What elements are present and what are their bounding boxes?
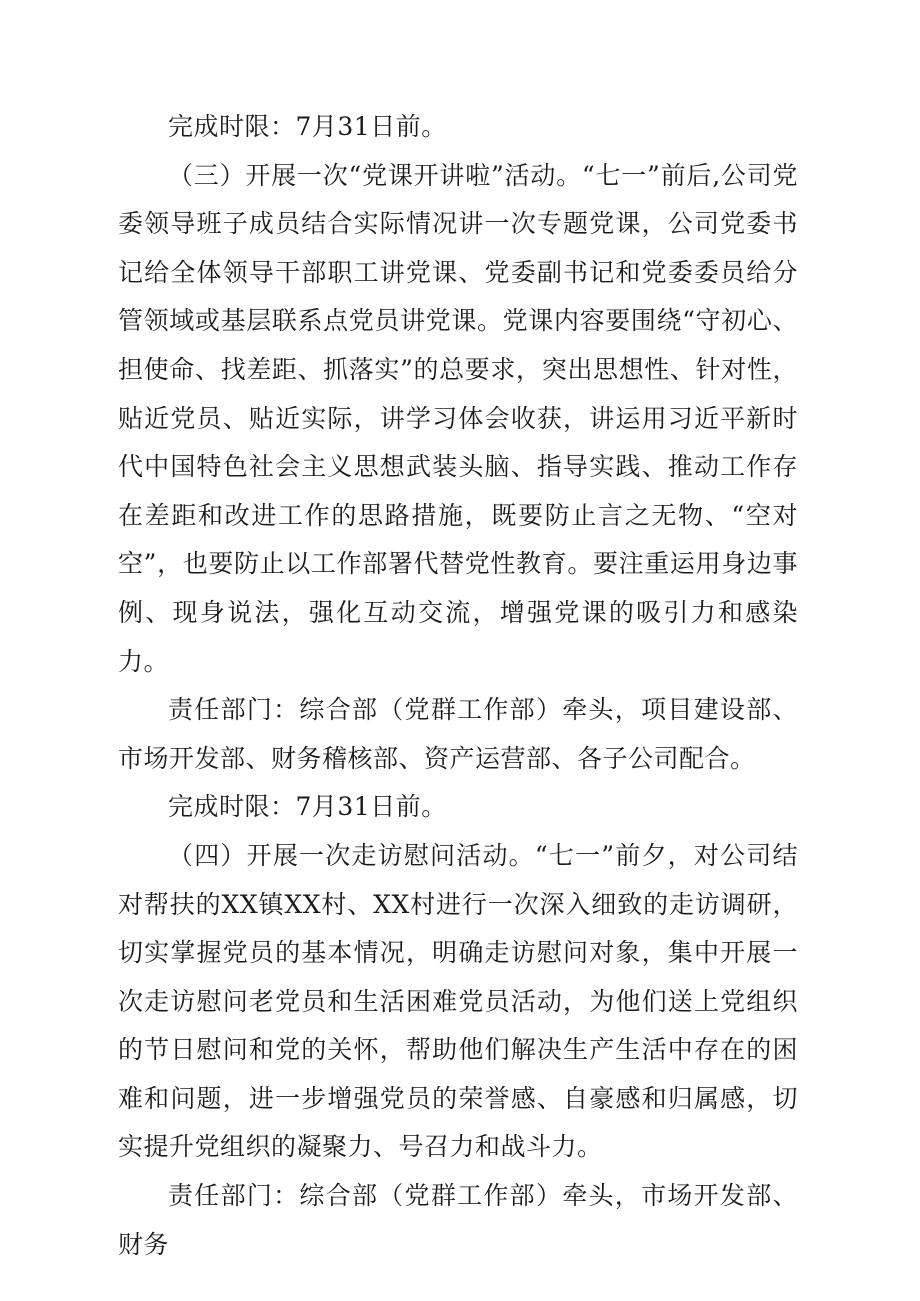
deadline-paragraph-2: 完成时限：7月31日前。 (168, 792, 447, 822)
activity-party-lecture-paragraph: （三）开展一次“党课开讲啦”活动。“七一”前后,公司党委领导班子成员结合实际情况讲一次专题党课，公司党委书记给全体领导干部职工讲党课、党委副书记和党委委员给分管领域或基层联系点党员讲党课。党课内容要围绕“守初心、担使命、找差距、抓落实”的总要求，突出思想性、针对性，贴近党员、贴近实际，讲学习体会收获，讲运用习近平新时代中国特色社会主义思想武装头脑、指导实践、推动工作存在差距和改进工作的思路措施，既要防止言之无物、“空对空”，也要防止以工作部署代替党性教育。要注重运用身边事例、现身说法，强化互动交流，增强党课的吸引力和感染力。 (118, 160, 798, 676)
activity-visit-paragraph: （四）开展一次走访慰问活动。“七一”前夕，对公司结对帮扶的XX镇XX村、XX村进行一次深入细致的走访调研，切实掌握党员的基本情况，明确走访慰问对象，集中开展一次走访慰问老党员和生活困难党员活动，为他们送上党组织的节日慰问和党的关怀，帮助他们解决生产生活中存在的困难和问题，进一步增强党员的荣誉感、自豪感和归属感，切实提升党组织的凝聚力、号召力和战斗力。 (118, 840, 798, 1162)
deadline-paragraph-1: 完成时限：7月31日前。 (168, 112, 447, 141)
responsible-dept-paragraph-2: 责任部门：综合部（党群工作部）牵头，市场开发部、财务 (118, 1181, 798, 1259)
document-body (118, 103, 798, 1269)
responsible-dept-paragraph-1: 责任部门：综合部（党群工作部）牵头，项目建设部、市场开发部、财务稽核部、资产运营部、各子公司配合。 (118, 695, 798, 773)
